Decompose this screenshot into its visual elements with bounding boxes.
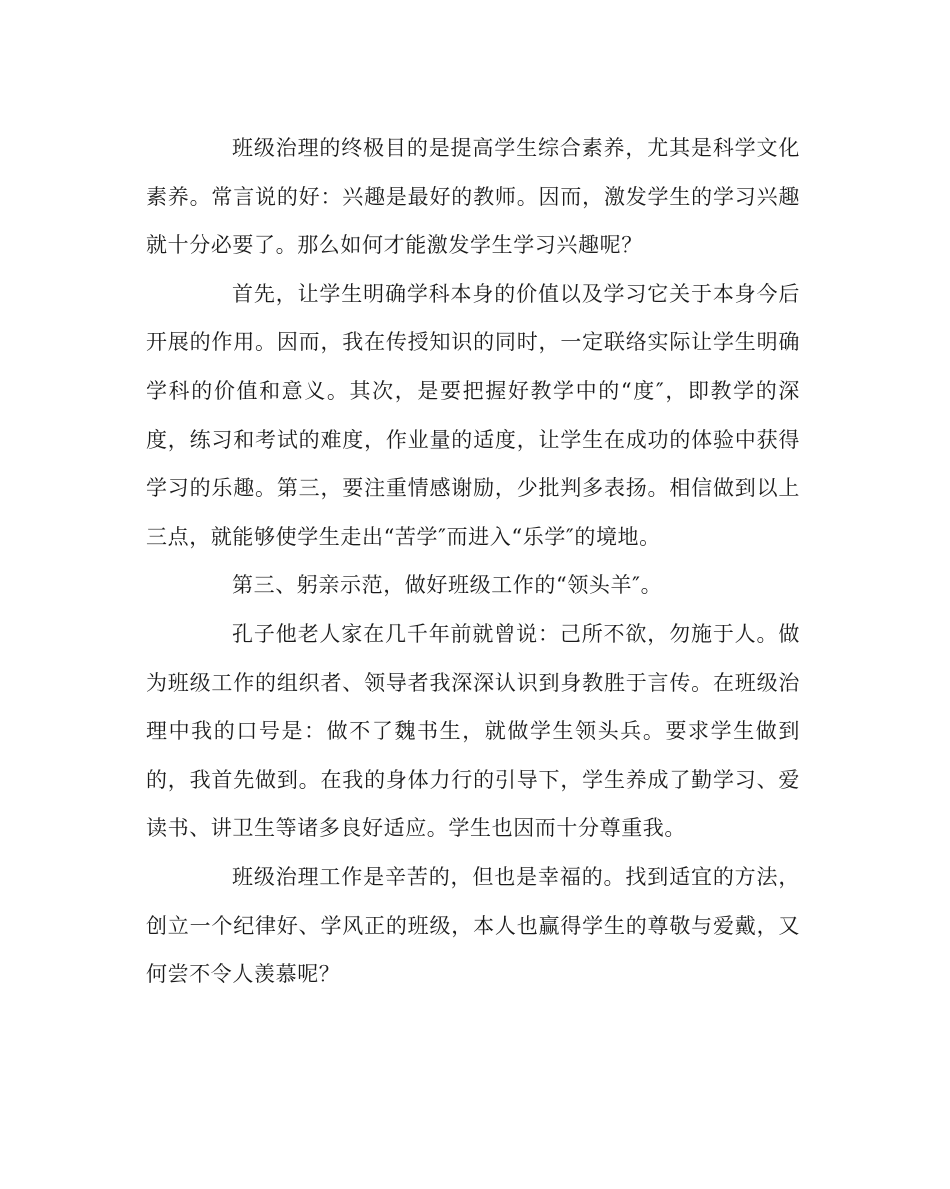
- paragraph-heading-lead-by-example: 第三、躬亲示范，做好班级工作的“领头羊″。: [232, 573, 663, 598]
- paragraph-interest: 班级治理的终极目的是提高学生综合素养，尤其是科学文化素养。常言说的好：兴趣是最好的教师。因而，激发学生的学习兴趣就十分必要了。那么如何才能激发学生学习兴趣呢？: [146, 136, 800, 258]
- paragraph-methods: 首先，让学生明确学科本身的价值以及学习它关于本身今后开展的作用。因而，我在传授知识的同时，一定联络实际让学生明确学科的价值和意义。其次，是要把握好教学中的“度″，即教学的深度，练习和考试的难度，作业量的适度，让学生在成功的体验中获得学习的乐趣。第三，要注重情感谢励，少批判多表扬。相信做到以上三点，就能够使学生走出“苦学″而进入“乐学″的境地。: [146, 281, 800, 549]
- paragraph-confucius: 孔子他老人家在几千年前就曾说：己所不欲，勿施于人。做为班级工作的组织者、领导者我深深认识到身教胜于言传。在班级治理中我的口号是：做不了魏书生，就做学生领头兵。要求学生做到的，我首先做到。在我的身体力行的引导下，学生养成了勤学习、爱读书、讲卫生等诸多良好适应。学生也因而十分尊重我。: [146, 621, 800, 841]
- document-body: [146, 124, 800, 999]
- paragraph-conclusion: 班级治理工作是辛苦的，但也是幸福的。找到适宜的方法，创立一个纪律好、学风正的班级，本人也赢得学生的尊敬与爱戴，又何尝不令人羡慕呢？: [146, 864, 800, 987]
